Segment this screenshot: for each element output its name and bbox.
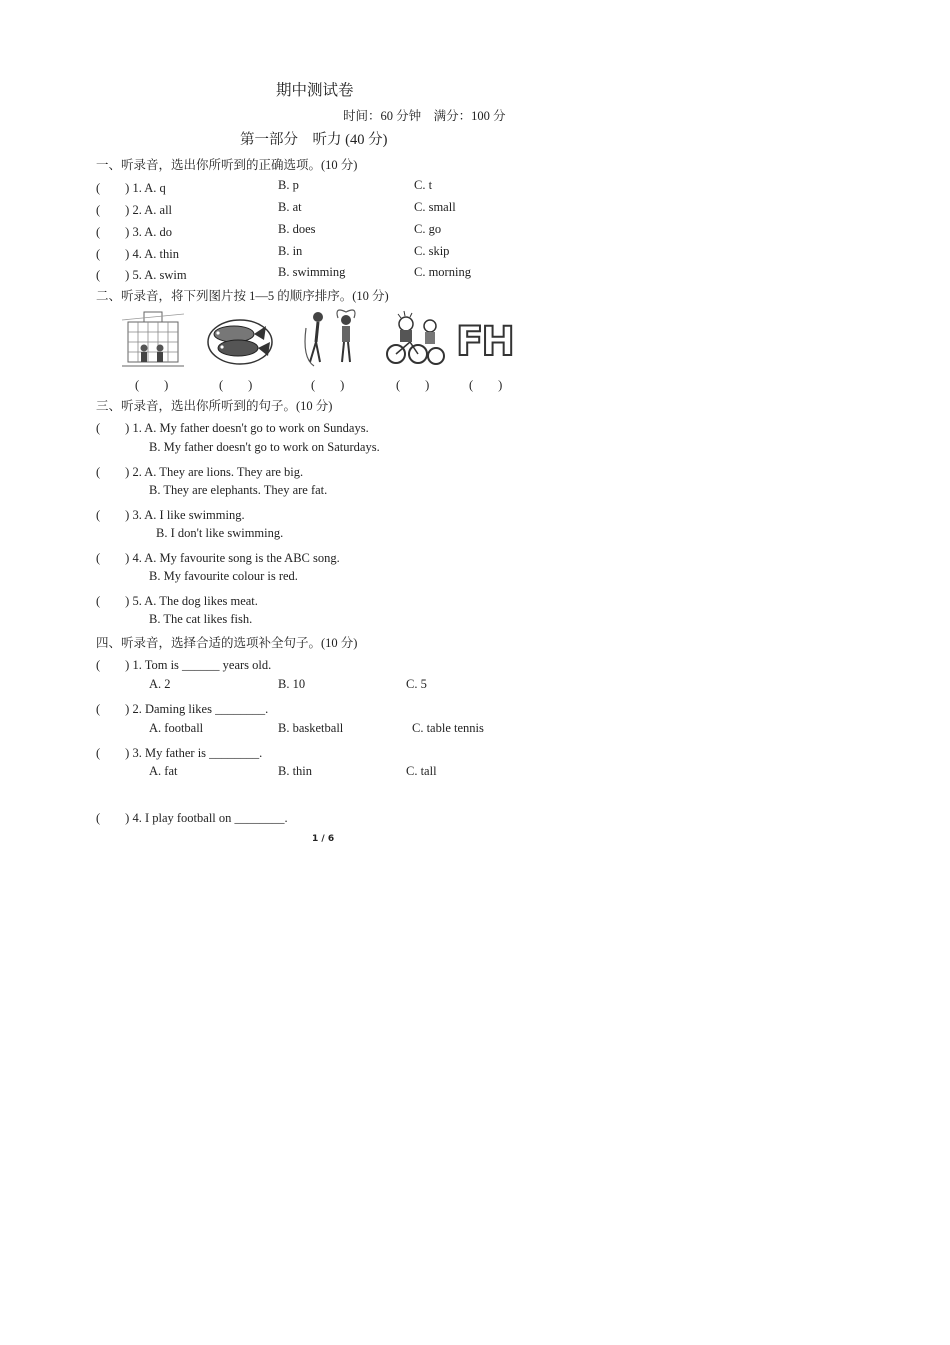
s3-q5-a: ( ) 5. A. The dog likes meat. [96, 594, 258, 608]
fish-picture [204, 308, 274, 370]
page-title: 期中测试卷 [276, 82, 354, 99]
s3-q3-b: B. I don't like swimming. [156, 526, 284, 540]
s3-q4-a: ( ) 4. A. My favourite song is the ABC song. [96, 551, 340, 565]
letters-FH-picture: FH [456, 319, 513, 365]
s3-q1-b: B. My father doesn't go to work on Saturdays. [149, 440, 380, 454]
s1-q5-b: B. swimming [278, 265, 346, 279]
s3-q2-b: B. They are elephants. They are fat. [149, 483, 328, 497]
s1-q2-a: ( ) 2. A. all [96, 203, 173, 217]
s3-q5-b: B. The cat likes fish. [149, 612, 253, 626]
s4-q4: ( ) 4. I play football on ________. [96, 811, 288, 825]
section-3-heading: 三、听录音，选出你所听到的句子。(10 分) [96, 399, 333, 413]
section-1-heading: 一、听录音，选出你所听到的正确选项。(10 分) [96, 158, 358, 172]
s1-q2-c: C. small [414, 200, 456, 214]
s3-q1-a: ( ) 1. A. My father doesn't go to work on Sundays. [96, 421, 369, 435]
part-heading: 第一部分 听力 (40 分) [240, 132, 388, 148]
s2-blank-3: ( ) [311, 378, 345, 392]
s4-q2-c: C. table tennis [412, 721, 484, 735]
s4-q1: ( ) 1. Tom is ______ years old. [96, 658, 272, 672]
s1-q3-c: C. go [414, 222, 442, 236]
s1-q4-c: C. skip [414, 244, 450, 258]
s2-blank-5: ( ) [469, 378, 503, 392]
s2-blank-4: ( ) [396, 378, 430, 392]
s4-q2: ( ) 2. Daming likes ________. [96, 702, 269, 716]
s1-q3-b: B. does [278, 222, 316, 236]
s2-blank-1: ( ) [135, 378, 169, 392]
skipping-children-picture [298, 308, 362, 370]
s1-q4-a: ( ) 4. A. thin [96, 247, 179, 261]
s1-q5-a: ( ) 5. A. swim [96, 268, 187, 282]
s1-q1-a: ( ) 1. A. q [96, 181, 166, 195]
exam-meta: 时间：60 分钟 满分：100 分 [343, 109, 506, 123]
s4-q2-a: A. football [149, 721, 204, 735]
s1-q1-c: C. t [414, 178, 433, 192]
s4-q3-a: A. fat [149, 764, 178, 778]
s1-q3-a: ( ) 3. A. do [96, 225, 173, 239]
s1-q2-b: B. at [278, 200, 302, 214]
page-number: 1 / 6 [312, 834, 335, 844]
section-4-heading: 四、听录音，选择合适的选项补全句子。(10 分) [96, 636, 358, 650]
s4-q1-a: A. 2 [149, 677, 171, 691]
s4-q3: ( ) 3. My father is ________. [96, 746, 263, 760]
school-building-picture [120, 308, 186, 370]
s4-q2-b: B. basketball [278, 721, 344, 735]
s4-q3-b: B. thin [278, 764, 313, 778]
s3-q3-a: ( ) 3. A. I like swimming. [96, 508, 245, 522]
s2-blank-2: ( ) [219, 378, 253, 392]
s1-q5-c: C. morning [414, 265, 471, 279]
s4-q3-c: C. tall [406, 764, 437, 778]
section-2-heading: 二、听录音，将下列图片按 1—5 的顺序排序。(10 分) [96, 289, 389, 303]
s1-q1-b: B. p [278, 178, 299, 192]
s3-q2-a: ( ) 2. A. They are lions. They are big. [96, 465, 304, 479]
s4-q1-b: B. 10 [278, 677, 306, 691]
s3-q4-b: B. My favourite colour is red. [149, 569, 298, 583]
bicycle-riders-picture [384, 308, 448, 370]
s1-q4-b: B. in [278, 244, 303, 258]
s4-q1-c: C. 5 [406, 677, 427, 691]
